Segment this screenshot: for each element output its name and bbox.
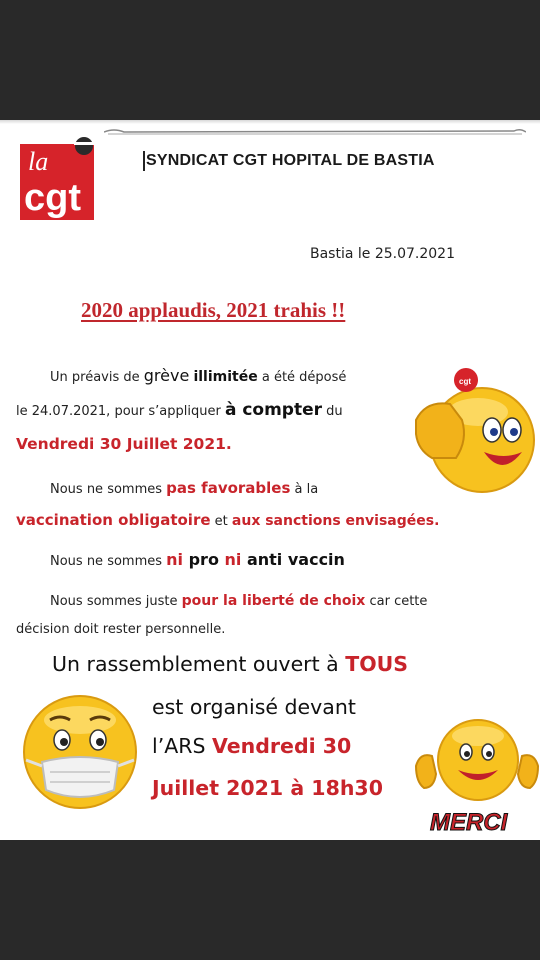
text-greve: grève xyxy=(143,366,190,385)
text-vaccination-obligatoire: vaccination obligatoire xyxy=(16,511,211,529)
text-anti-vaccin: anti vaccin xyxy=(241,550,345,569)
para4-line1 xyxy=(50,590,427,609)
para4-line2 xyxy=(16,618,225,637)
text: a été déposé xyxy=(257,370,347,385)
text: Un préavis de xyxy=(50,370,144,385)
thumbs-up-emoji xyxy=(410,360,538,500)
text: Nous sommes juste xyxy=(50,594,182,609)
text: l’ARS xyxy=(152,734,213,758)
text-ni: ni xyxy=(224,550,242,569)
text-ni: ni xyxy=(166,550,184,569)
rally-line1 xyxy=(52,652,408,676)
text-sanctions: aux sanctions envisagées. xyxy=(231,513,440,529)
para2-line2 xyxy=(16,510,439,529)
document-page xyxy=(0,120,540,840)
svg-text:cgt: cgt xyxy=(459,377,471,386)
svg-text:cgt: cgt xyxy=(24,177,81,219)
mask-emoji xyxy=(20,692,140,812)
text: à la xyxy=(290,482,319,497)
para2-line1 xyxy=(50,478,318,497)
para3-line xyxy=(50,550,345,569)
top-bar xyxy=(0,0,540,120)
headline: 2020 applaudis, 2021 trahis !! xyxy=(81,298,346,322)
text: Nous ne sommes xyxy=(50,482,167,497)
org-title: SYNDICAT CGT HOPITAL DE BASTIA xyxy=(146,152,435,169)
text-pas-favorables: pas favorables xyxy=(166,479,291,497)
header-rule xyxy=(104,128,526,136)
text: le 24.07.2021, pour s’appliquer xyxy=(16,404,225,419)
para1-line3 xyxy=(16,435,232,453)
para1-line1 xyxy=(50,366,346,385)
merci-label: MERCI xyxy=(430,809,508,836)
page-edge xyxy=(0,120,540,124)
text: et xyxy=(210,514,232,529)
rally-line3 xyxy=(152,734,351,758)
document-date: Bastia le 25.07.2021 xyxy=(310,246,455,262)
merci-emoji xyxy=(414,716,540,838)
svg-text:la: la xyxy=(28,147,49,176)
text-a-compter: à compter xyxy=(224,400,323,420)
text: Un rassemblement ouvert à xyxy=(52,652,346,676)
bottom-bar xyxy=(0,840,540,960)
text: Nous ne sommes xyxy=(50,554,167,569)
text-illimitee: illimitée xyxy=(193,369,258,385)
para1-line2 xyxy=(16,400,343,420)
text: décision doit rester personnelle. xyxy=(16,622,226,637)
rally-line4: Juillet 2021 à 18h30 xyxy=(152,776,383,800)
text: car cette xyxy=(365,594,428,609)
title-divider xyxy=(143,151,145,171)
text-vendredi: Vendredi 30 xyxy=(212,734,352,758)
cgt-logo xyxy=(20,136,96,222)
rally-line2: est organisé devant xyxy=(152,695,356,719)
text-tous: TOUS xyxy=(345,652,409,676)
text-liberte: pour la liberté de choix xyxy=(181,593,366,609)
text-date-greve: Vendredi 30 Juillet 2021. xyxy=(16,435,232,453)
text-pro: pro xyxy=(183,550,225,569)
text: du xyxy=(322,404,343,419)
